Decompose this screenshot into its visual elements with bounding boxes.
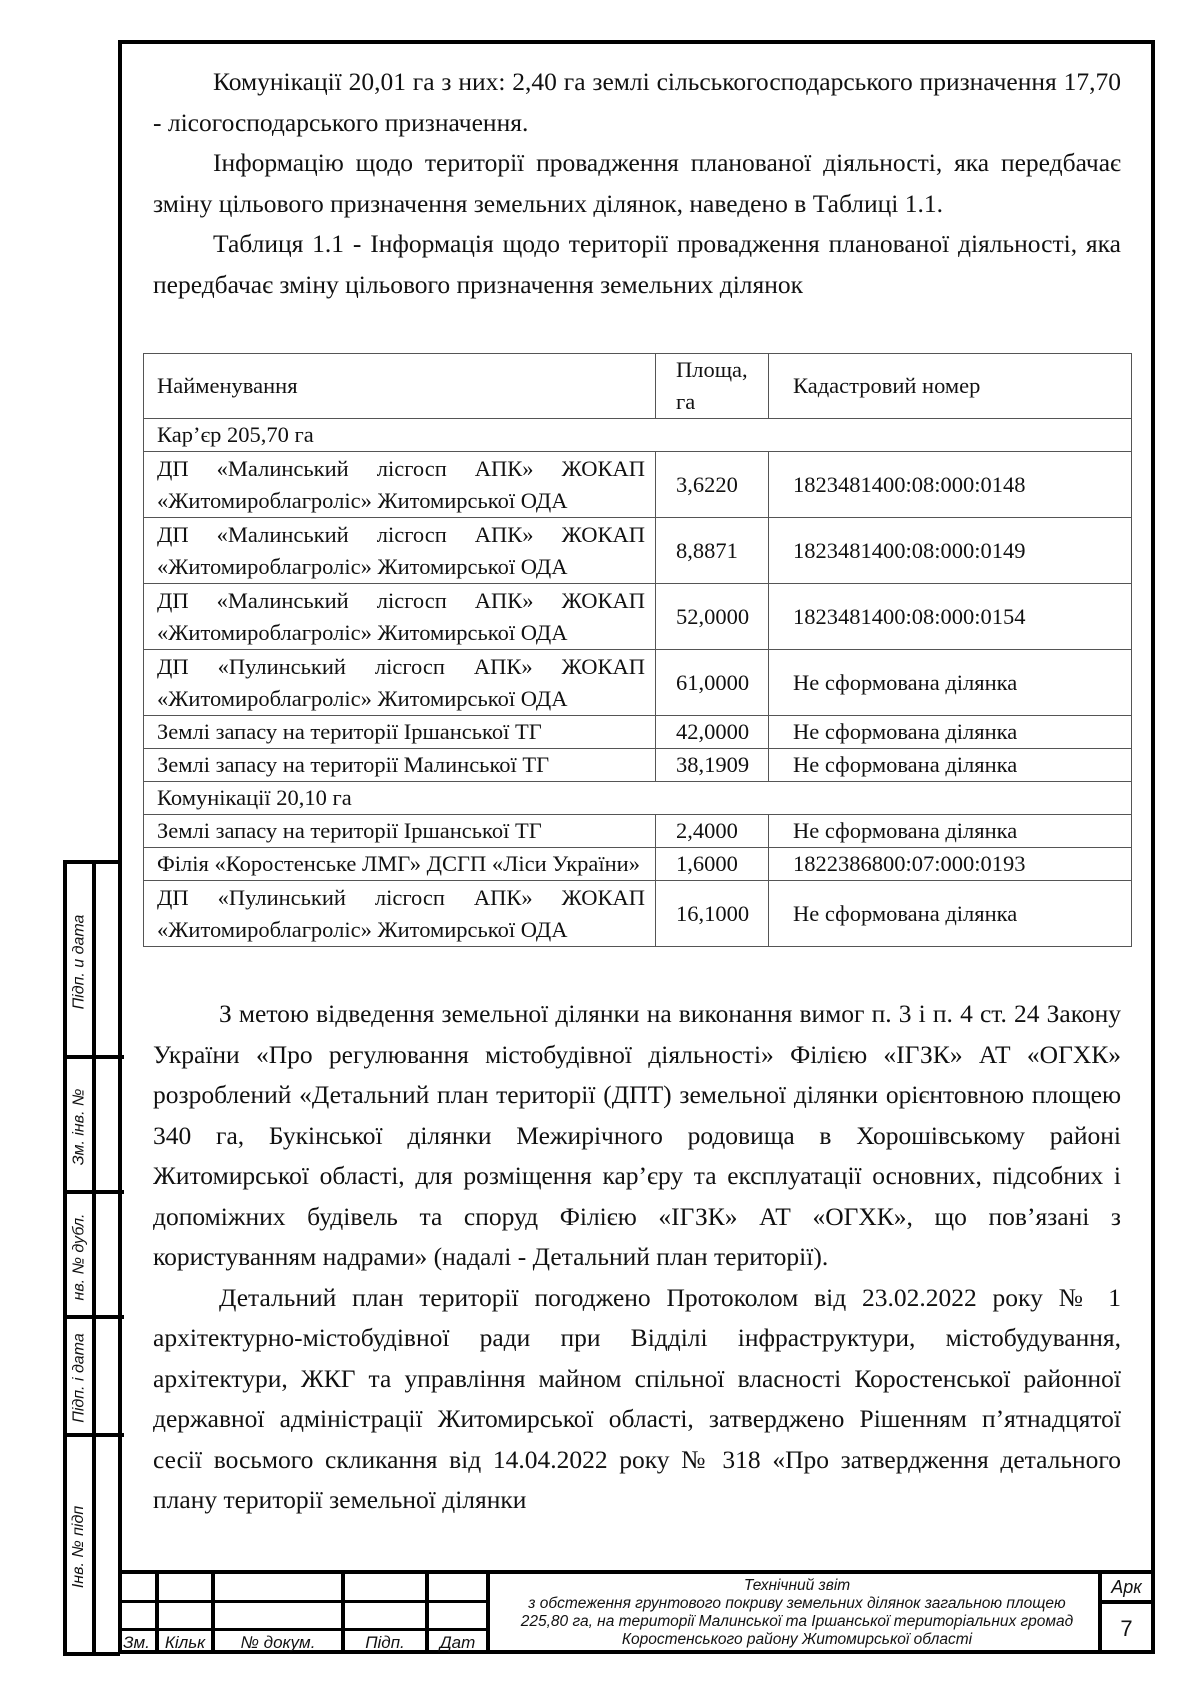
cell-name bbox=[144, 584, 656, 650]
table-row bbox=[144, 749, 1132, 782]
table-row bbox=[144, 848, 1132, 881]
cell-name bbox=[144, 650, 656, 716]
name-line1: ДП «Малинський лісгосп АПК» ЖОКАП bbox=[157, 521, 645, 547]
cell-area: 2,4000 bbox=[656, 815, 769, 848]
section-title: Кар’єр 205,70 га bbox=[144, 419, 1132, 452]
cell-cadastral: Не сформована ділянка bbox=[769, 650, 1132, 716]
table-section-row bbox=[144, 419, 1132, 452]
header-area-line2: га bbox=[676, 389, 696, 414]
cell-name: Землі запасу на території Іршанської ТГ bbox=[144, 716, 656, 749]
strip-label-duplicate-inv bbox=[67, 1194, 92, 1319]
strip-label-text: Підп. і дата bbox=[70, 1333, 88, 1423]
paragraph-approval: Детальний план території погоджено Протоколом від 23.02.2022 року № 1 архітектурно-містобудівної ради при Відділі інфраструктури, містобудування, архітектури, ЖКГ та управління майном спільної власності Коростенської районної державної адміністрації Житомирської області, затверджено Рішенням п’ятнадцятої сесії восьмого скликання від 14.04.2022 року № 318 «Про затвердження детального плану території земельної ділянки bbox=[153, 1282, 1121, 1514]
body-text bbox=[153, 994, 1121, 1521]
stamp-col-count: Кільк bbox=[164, 1633, 206, 1652]
name-line2: «Житомироблагроліс» Житомирської ОДА bbox=[157, 685, 568, 711]
strip-section bbox=[92, 1059, 124, 1194]
cell-area: 38,1909 bbox=[656, 749, 769, 782]
strip-section bbox=[92, 1319, 124, 1437]
cell-area: 8,8871 bbox=[656, 518, 769, 584]
stamp-col-signature: Підп. bbox=[365, 1633, 405, 1652]
strip-label-sign-date bbox=[67, 864, 92, 1059]
strip-label-replaced-inv bbox=[67, 1059, 92, 1194]
name-line2: «Житомироблагроліс» Житомирської ОДА bbox=[157, 916, 568, 942]
paragraph-communications: Комунікації 20,01 га з них: 2,40 га землі сільськогосподарського призначення 17,70 - лісогосподарського призначення. bbox=[153, 67, 1121, 137]
intro-text bbox=[153, 62, 1121, 305]
cell-name bbox=[144, 452, 656, 518]
table-header-row bbox=[144, 354, 1132, 419]
strip-label-text: нв. № дубл. bbox=[70, 1213, 88, 1300]
stamp-title-line: Технічний звіт bbox=[743, 1577, 851, 1594]
table-row bbox=[144, 881, 1132, 947]
table-section-row bbox=[144, 782, 1132, 815]
cell-area: 52,0000 bbox=[656, 584, 769, 650]
stamp-col-change: Зм. bbox=[123, 1633, 150, 1652]
stamp-title-line: з обстеження грунтового покриву земельних ділянок загальною площею bbox=[528, 1595, 1066, 1612]
name-line2: «Житомироблагроліс» Житомирської ОДА bbox=[157, 487, 568, 513]
strip-label-text: Підп. и дата bbox=[70, 914, 88, 1009]
cell-area: 61,0000 bbox=[656, 650, 769, 716]
header-name: Найменування bbox=[144, 354, 656, 419]
cell-name: Філія «Коростенське ЛМГ» ДСГП «Ліси України» bbox=[144, 848, 656, 881]
section-title: Комунікації 20,10 га bbox=[144, 782, 1132, 815]
cell-name: Землі запасу на території Малинської ТГ bbox=[144, 749, 656, 782]
table-row bbox=[144, 650, 1132, 716]
cell-area: 3,6220 bbox=[656, 452, 769, 518]
cell-cadastral: 1823481400:08:000:0154 bbox=[769, 584, 1132, 650]
name-line1: ДП «Пулинський лісгосп АПК» ЖОКАП bbox=[157, 653, 645, 679]
paragraph-info: Інформацію щодо території провадження планованої діяльності, яка передбачає зміну цільового призначення земельних ділянок, наведено в Таблиці 1.1. bbox=[153, 148, 1121, 218]
cell-name bbox=[144, 881, 656, 947]
stamp-col-line bbox=[486, 1574, 490, 1654]
stamp-title-line: 225,80 га, на території Малинської та Іршанської територіальних громад bbox=[520, 1613, 1074, 1630]
strip-label-text: Інв. № підп bbox=[70, 1505, 88, 1588]
name-line2: «Житомироблагроліс» Житомирської ОДА bbox=[157, 619, 568, 645]
cell-cadastral: Не сформована ділянка bbox=[769, 881, 1132, 947]
strip-section bbox=[92, 1194, 124, 1319]
stamp-document-title bbox=[492, 1574, 1102, 1654]
name-line1: ДП «Малинський лісгосп АПК» ЖОКАП bbox=[157, 455, 645, 481]
cell-area: 1,6000 bbox=[656, 848, 769, 881]
strip-section bbox=[92, 864, 124, 1059]
stamp-col-date: Дат bbox=[439, 1633, 476, 1652]
side-stamp-strip bbox=[63, 860, 120, 1656]
table-row bbox=[144, 452, 1132, 518]
cell-cadastral: 1823481400:08:000:0148 bbox=[769, 452, 1132, 518]
sheet-number: 7 bbox=[1120, 1616, 1133, 1641]
sheet-label: Арк bbox=[1102, 1574, 1151, 1604]
cell-name: Землі запасу на території Іршанської ТГ bbox=[144, 815, 656, 848]
stamp-title-line: Коростенського району Житомирської області bbox=[621, 1631, 973, 1648]
cell-cadastral: Не сформована ділянка bbox=[769, 749, 1132, 782]
stamp-row-line bbox=[118, 1600, 488, 1603]
paragraph-detailed-plan: З метою відведення земельної ділянки на виконання вимог п. 3 і п. 4 ст. 24 Закону України «Про регулювання містобудівної діяльності» Філією «ІГЗК» АТ «ОГХК» розроблений «Детальний план території (ДПТ) земельної ділянки орієнтовною площею 340 га, Букінської ділянки Межирічного родовища в Хорошівському районі Житомирської області, для розміщення кар’єру та експлуатації основних, підсобних і допоміжних будівель та споруд Філією «ІГЗК» АТ «ОГХК», що пов’язані з користуванням надрами» (надалі - Детальний план території). bbox=[153, 999, 1121, 1271]
strip-label-original-inv bbox=[67, 1437, 92, 1656]
title-block-stamp bbox=[118, 1570, 1155, 1654]
cell-cadastral: Не сформована ділянка bbox=[769, 815, 1132, 848]
cell-cadastral: 1822386800:07:000:0193 bbox=[769, 848, 1132, 881]
cell-cadastral: Не сформована ділянка bbox=[769, 716, 1132, 749]
cell-cadastral: 1823481400:08:000:0149 bbox=[769, 518, 1132, 584]
name-line1: ДП «Малинський лісгосп АПК» ЖОКАП bbox=[157, 587, 645, 613]
header-cadastral: Кадастровий номер bbox=[769, 354, 1132, 419]
table-caption: Таблиця 1.1 - Інформація щодо території провадження планованої діяльності, яка передбачає зміну цільового призначення земельних ділянок bbox=[153, 229, 1121, 299]
cell-area: 16,1000 bbox=[656, 881, 769, 947]
strip-label-sign-date-2 bbox=[67, 1319, 92, 1437]
cell-name bbox=[144, 518, 656, 584]
header-area-line1: Площа, bbox=[676, 357, 748, 382]
header-area bbox=[656, 354, 769, 419]
table-row bbox=[144, 815, 1132, 848]
strip-label-text: Зм. інв. № bbox=[70, 1088, 88, 1165]
name-line2: «Житомироблагроліс» Житомирської ОДА bbox=[157, 553, 568, 579]
table-row bbox=[144, 584, 1132, 650]
name-line1: ДП «Пулинський лісгосп АПК» ЖОКАП bbox=[157, 884, 645, 910]
stamp-col-doc-number: № докум. bbox=[240, 1633, 316, 1652]
table-row bbox=[144, 518, 1132, 584]
land-plots-table bbox=[143, 353, 1132, 947]
cell-area: 42,0000 bbox=[656, 716, 769, 749]
table-row bbox=[144, 716, 1132, 749]
